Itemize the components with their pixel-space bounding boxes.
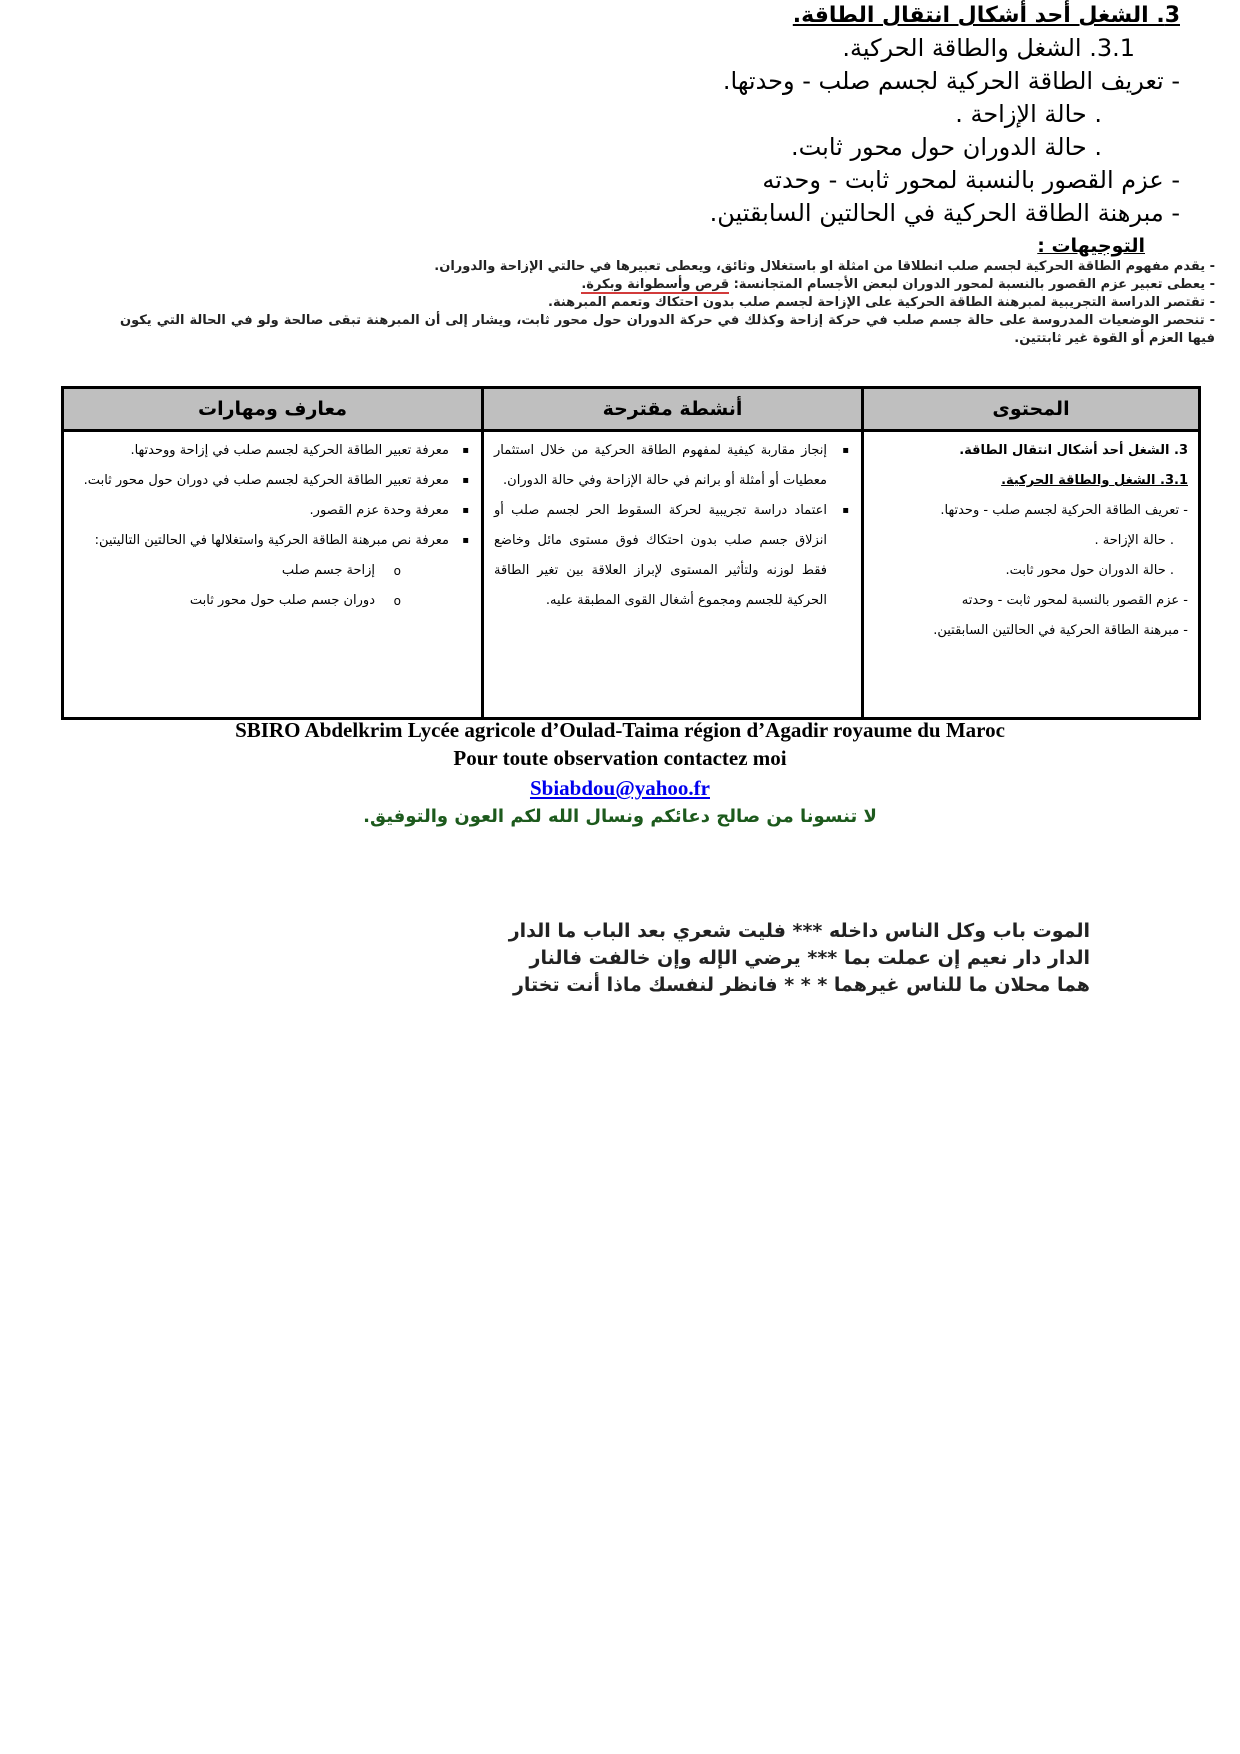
poem-verse: الدار دار نعيم إن عملت بما *** يرضي الإله وإن خالفت فالنار [529,947,1090,969]
table-header-row [64,389,1198,432]
guidance-title: التوجيهات : [1037,235,1145,257]
header-line: - تعريف الطاقة الحركية لجسم صلب - وحدتها. [722,67,1180,95]
guidance-list [120,258,1215,348]
guidance-item [120,276,1215,294]
guidance-item-text: - يعطى تعبير عزم القصور بالنسبة لمحور الدوران لبعض الأجسام المتجانسة: [733,277,1215,292]
author-line: SBIRO Abdelkrim Lycée agricole d’Oulad-Taima région d’Agadir royaume du Maroc [235,718,1005,742]
header-line: . حالة الدوران حول محور ثابت. [790,133,1102,161]
skill-item: ▪ معرفة وحدة عزم القصور. [74,496,471,526]
skill-item: ▪ معرفة تعبير الطاقة الحركية لجسم صلب في دوران حول محور ثابت. [74,466,471,496]
skill-item: ▪ معرفة نص مبرهنة الطاقة الحركية واستغلالها في الحالتين التاليتين: [74,526,471,556]
activity-item: ▪ إنجاز مقاربة كيفية لمفهوم الطاقة الحركية من خلال استثمار معطيات أو أمثلة أو برانم في حالة الإزاحة وفي حالة الدوران. [494,436,851,496]
skills-cell [64,432,484,717]
table-body-row [64,432,1198,717]
contact-line: Pour toute observation contactez moi [453,746,787,770]
skill-item: ▪ معرفة تعبير الطاقة الحركية لجسم صلب في إزاحة ووحدتها. [74,436,471,466]
content-line: - عزم القصور بالنسبة لمحور ثابت - وحدته [961,593,1188,608]
header-activities: أنشطة مقترحة [484,389,864,429]
content-line: . حالة الإزاحة . [1094,533,1174,548]
header-skills: معارف ومهارات [64,389,484,429]
header-line: 3.1. الشغل والطاقة الحركية. [842,34,1135,62]
guidance-item: - تقتصر الدراسة التجريبية لمبرهنة الطاقة الحركية على الإزاحة لجسم صلب بدون احتكاك وتعمم المبرهنة. [548,295,1215,310]
content-line: - تعريف الطاقة الحركية لجسم صلب - وحدتها. [940,503,1188,518]
email-link[interactable]: Sbiabdou@yahoo.fr [529,776,710,800]
header-content: المحتوى [992,398,1070,420]
poem-block [170,918,1090,999]
header-line: - عزم القصور بالنسبة لمحور ثابت - وحدته [762,166,1180,194]
poem-verse: الموت باب وكل الناس داخله *** فليت شعري بعد الباب ما الدار [508,920,1090,942]
content-line: - مبرهنة الطاقة الحركية في الحالتين السابقتين. [933,623,1188,638]
header-line: . حالة الإزاحة . [955,100,1102,128]
underlined-examples: قرص وأسطوانة وبكرة. [581,277,730,292]
section-header [100,0,1180,230]
content-subtitle: 3.1. الشغل والطاقة الحركية. [1001,473,1188,488]
curriculum-table [61,386,1201,720]
guidance-item: - تنحصر الوضعيات المدروسة على حالة جسم صلب في حركة إزاحة وكذلك في حركة الدوران حول محور ثابت، ويشار إلى أن المبرهنة تبقى صالحة ولو في الحالة التي يكون فيها العزم أو القوة غير ثابتتين. [120,313,1215,346]
activities-cell [484,432,864,717]
activity-item: ▪ اعتماد دراسة تجريبية لحركة السقوط الحر لجسم صلب أو انزلاق جسم صلب بدون احتكاك فوق مستوى مائل وخاضع فقط لوزنه ولتأثير المستوى لإبراز العلاقة بين تغير الطاقة الحركية للجسم ومجموع أشغال القوى المطبقة عليه. [494,496,851,616]
header-line: - مبرهنة الطاقة الحركية في الحالتين السابقتين. [709,199,1180,227]
guidance-item: - يقدم مفهوم الطاقة الحركية لجسم صلب انطلاقا من امثلة او باستغلال وثائق، ويعطى تعبيرها في حالتي الإزاحة والدوران. [434,259,1215,274]
skill-subitem: o إزاحة جسم صلب [74,556,401,586]
skill-subitem: o دوران جسم صلب حول محور ثابت [74,586,401,616]
dua-line: لا تنسونا من صالح دعائكم ونسال الله لكم العون والتوفيق. [363,806,877,827]
content-line: . حالة الدوران حول محور ثابت. [1005,563,1174,578]
section-title: 3. الشغل أحد أشكال انتقال الطاقة. [792,3,1180,28]
content-title: 3. الشغل أحد أشكال انتقال الطاقة. [959,443,1188,458]
content-cell [864,432,1198,717]
poem-verse: هما محلان ما للناس غيرهما * * * فانظر لنفسك ماذا أنت تختار [512,974,1090,996]
